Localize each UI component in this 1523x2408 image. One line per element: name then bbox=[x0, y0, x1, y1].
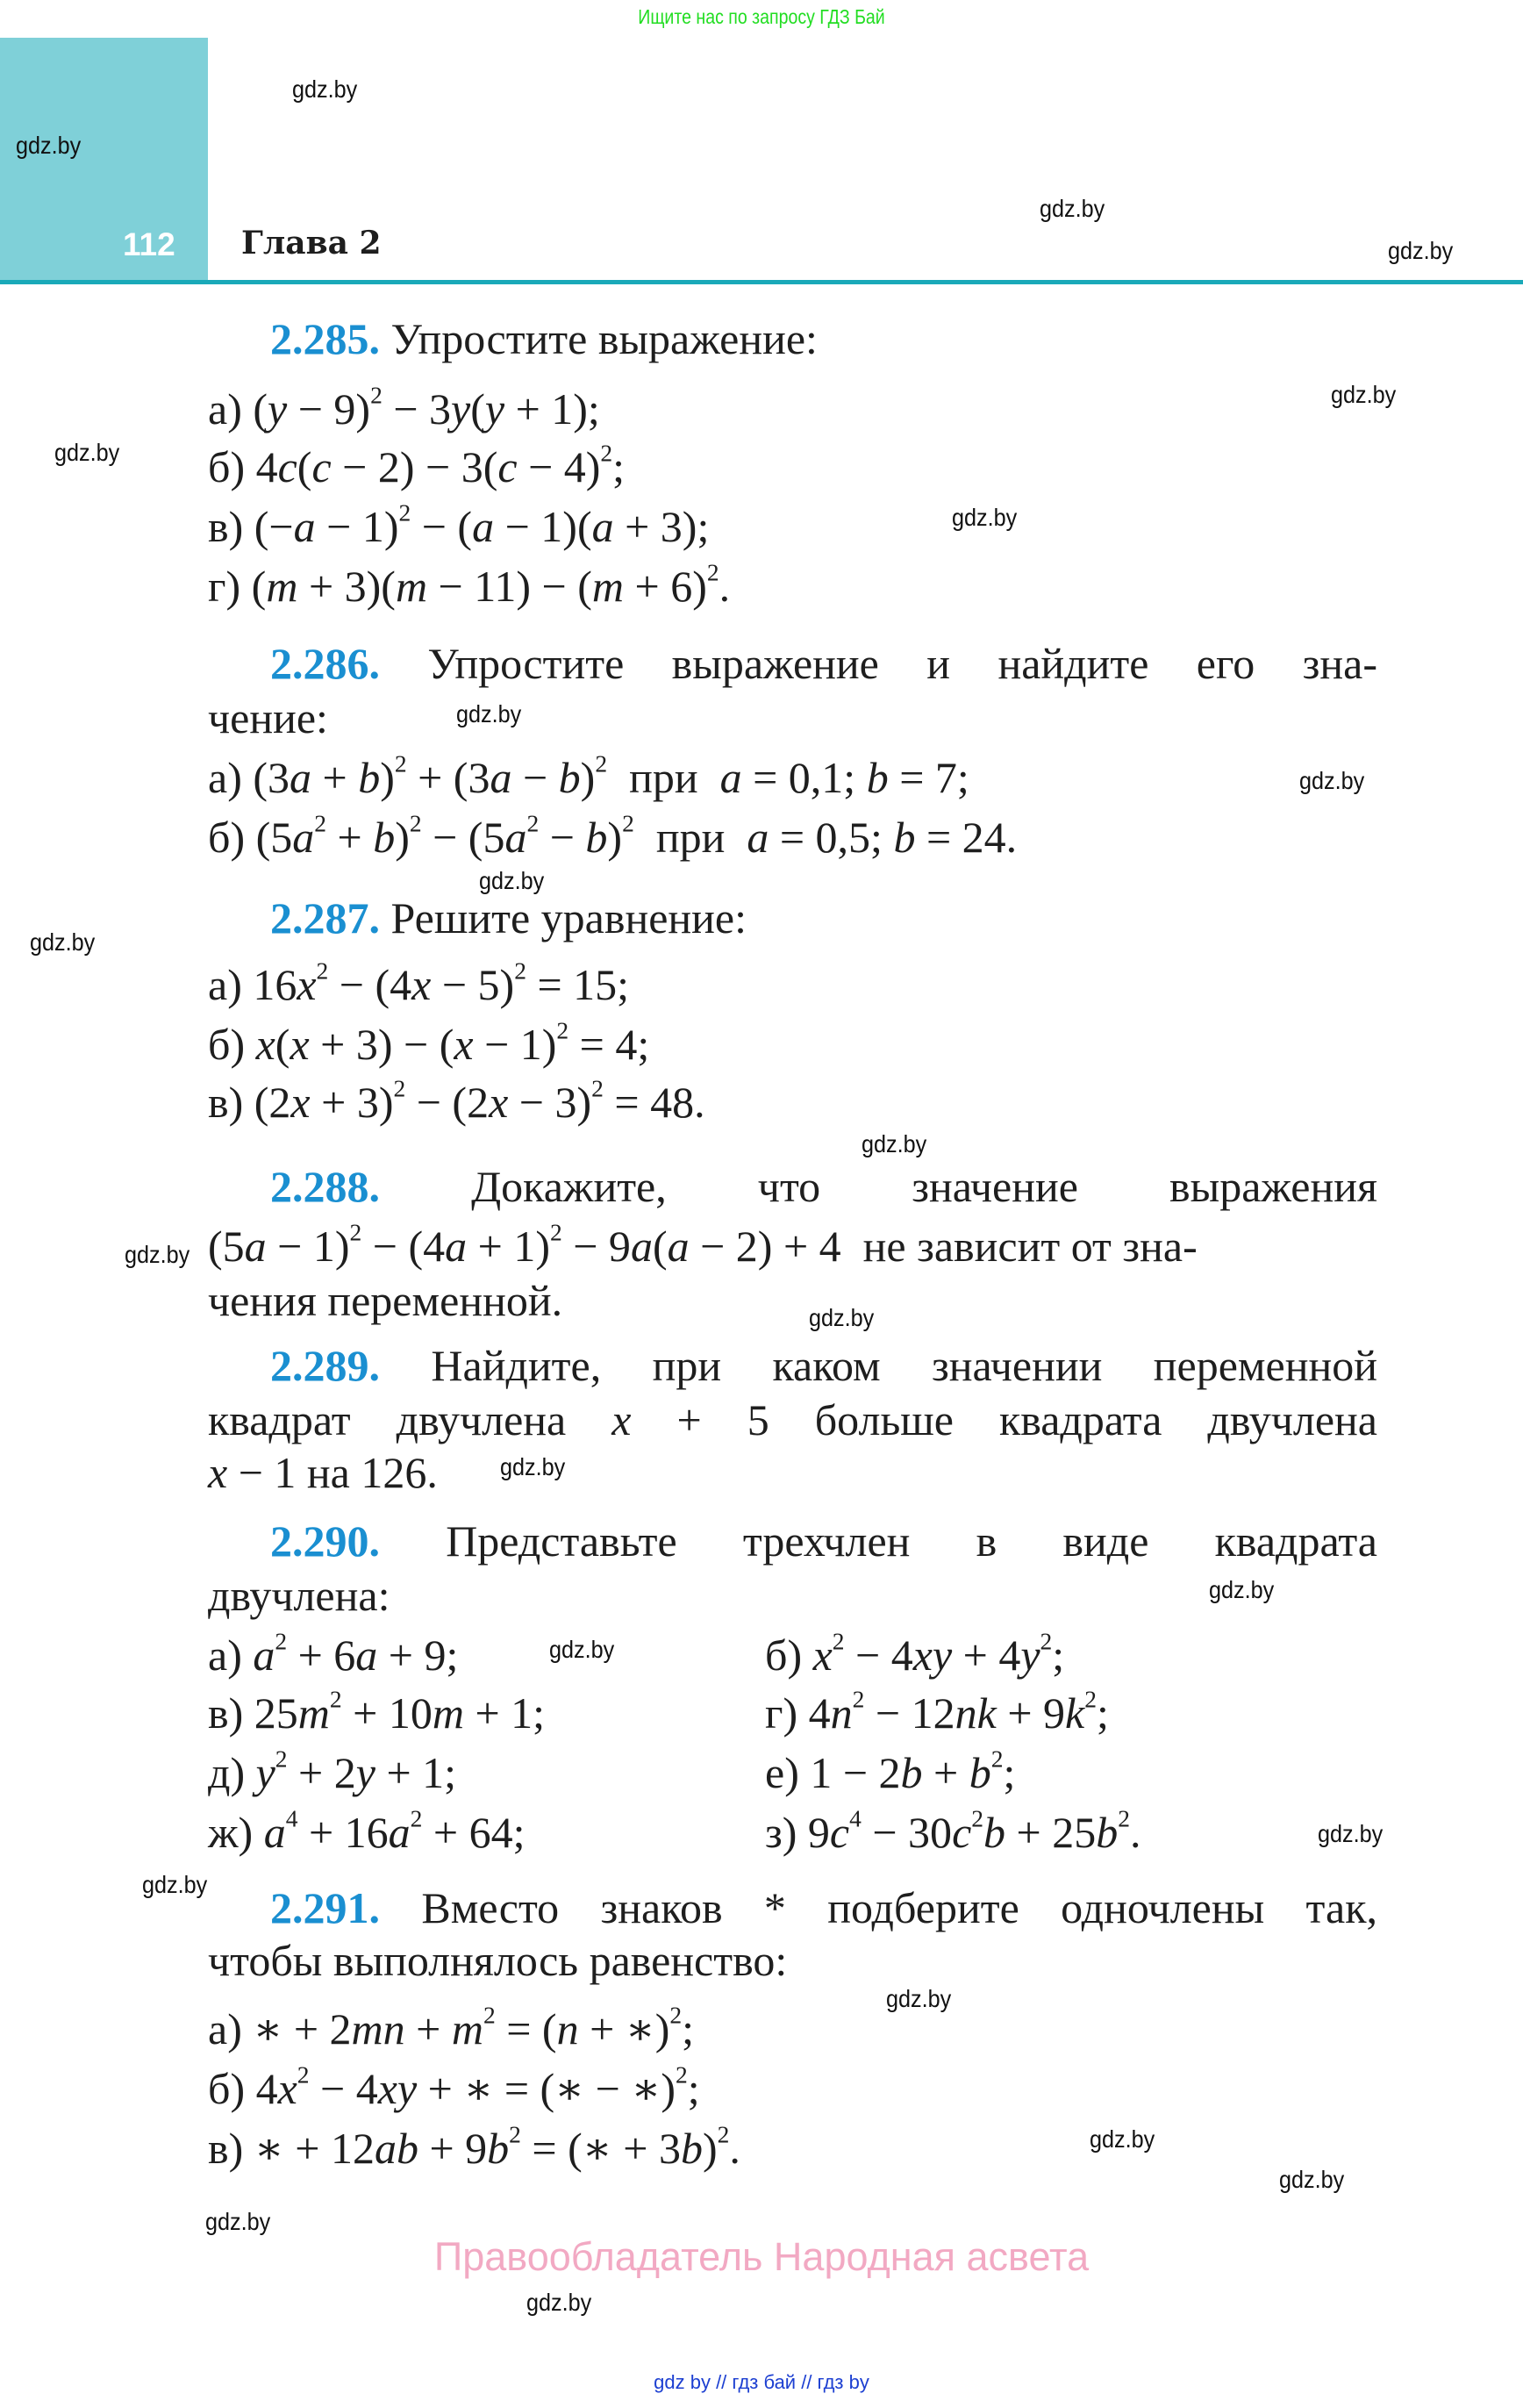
exercise-number: 2.291. bbox=[270, 1883, 380, 1932]
watermark: gdz.by bbox=[142, 1871, 208, 1898]
exercise-text: $(5a - 1)^2 - (4a + 1)^2 - 9a(a - 2) + 4$ не зависит от зна- bbox=[208, 1218, 1198, 1271]
exercise-2-287-title bbox=[270, 892, 747, 944]
item-label: б) bbox=[765, 1630, 803, 1680]
exercise-2-289-title bbox=[208, 1339, 1377, 1392]
exercise-2-291-title bbox=[208, 1881, 1377, 1934]
exercise-prompt: Решите уравнение: bbox=[390, 893, 747, 942]
exercise-item: а) $a^2 + 6a + 9$; bbox=[208, 1627, 459, 1680]
item-label: б) bbox=[208, 1020, 246, 1069]
item-label: б) bbox=[208, 813, 246, 862]
exercise-number: 2.288. bbox=[270, 1162, 380, 1211]
exercise-item: в) $(-a - 1)^2 - (a - 1)(a + 3)$; bbox=[208, 498, 710, 551]
exercise-item: а) $(y - 9)^2 - 3y(y + 1)$; bbox=[208, 381, 600, 434]
exercise-text: Найдите, при каком значении переменной bbox=[431, 1341, 1377, 1390]
watermark: gdz.by bbox=[952, 504, 1018, 531]
watermark: gdz.by bbox=[809, 1304, 875, 1331]
header-rule bbox=[0, 280, 1523, 284]
exercise-item: а) ∗ + $2mn + m^2 = (n$ + ∗)$^2$; bbox=[208, 2001, 695, 2053]
watermark: gdz.by bbox=[886, 1985, 952, 2012]
top-banner: Ищите нас по запросу ГДЗ Бай bbox=[638, 5, 885, 28]
watermark: gdz.by bbox=[30, 928, 96, 956]
item-label: а) bbox=[208, 753, 242, 802]
exercise-number: 2.285. bbox=[270, 314, 380, 363]
exercise-text: квадрат двучлена x + 5 больше квадрата двучлена bbox=[208, 1395, 1377, 1444]
exercise-item: б) $x(x + 3) - (x - 1)^2 = 4$; bbox=[208, 1016, 650, 1069]
exercise-text: Докажите, что значение выражения bbox=[471, 1162, 1377, 1211]
watermark: gdz.by bbox=[1279, 2166, 1345, 2193]
item-label: в) bbox=[208, 502, 244, 551]
watermark: gdz.by bbox=[54, 439, 120, 466]
page-number: 112 bbox=[123, 226, 175, 262]
item-label: а) bbox=[208, 2004, 242, 2053]
watermark: gdz.by bbox=[456, 700, 522, 727]
exercise-item: д) $y^2 + 2y + 1$; bbox=[208, 1745, 457, 1797]
exercise-item: в) $(2x + 3)^2 - (2x - 3)^2 = 48$. bbox=[208, 1074, 705, 1127]
copyright-notice: Правообладатель Народная асвета bbox=[433, 2234, 1090, 2279]
item-label: а) bbox=[208, 1630, 242, 1680]
exercise-number: 2.286. bbox=[270, 639, 380, 688]
exercise-item: б) $4c(c - 2) - 3(c - 4)^2$; bbox=[208, 439, 626, 491]
watermark: gdz.by bbox=[549, 1636, 615, 1663]
watermark: gdz.by bbox=[1318, 1820, 1384, 1847]
exercise-2-286-title bbox=[208, 637, 1377, 690]
exercise-text: чтобы выполнялось равенство: bbox=[208, 1936, 788, 1985]
item-label: ж) bbox=[208, 1808, 254, 1857]
watermark: gdz.by bbox=[16, 132, 82, 159]
exercise-item: б) $(5a^2 + b)^2 - (5a^2 - b)^2$ при a = 0,5; b = 24. bbox=[208, 809, 1018, 862]
exercise-number: 2.290. bbox=[270, 1516, 380, 1566]
item-label: в) bbox=[208, 2124, 244, 2173]
watermark: gdz.by bbox=[1209, 1576, 1275, 1603]
item-label: в) bbox=[208, 1078, 244, 1127]
exercise-item: ж) $a^4 + 16a^2 + 64$; bbox=[208, 1804, 526, 1857]
exercise-item: в) $25m^2 + 10m + 1$; bbox=[208, 1685, 546, 1738]
watermark: gdz.by bbox=[500, 1453, 566, 1480]
watermark: gdz.by bbox=[1090, 2125, 1155, 2153]
exercise-item: а) $(3a + b)^2 + (3a - b)^2$ при a = 0,1; b = 7; bbox=[208, 749, 969, 802]
exercise-text: x − 1 на 126. bbox=[208, 1448, 438, 1497]
exercise-text: Вместо знаков * подберите одночлены так, bbox=[421, 1883, 1377, 1932]
exercise-item: е) $1 - 2b + b^2$; bbox=[765, 1745, 1016, 1797]
exercise-item: б) $4x^2 - 4xy$ + ∗ = (∗ − ∗)$^2$; bbox=[208, 2060, 700, 2113]
exercise-prompt: Упростите выражение и найдите его зна- bbox=[427, 639, 1378, 688]
exercise-number: 2.289. bbox=[270, 1341, 380, 1390]
exercise-2-290-title bbox=[208, 1515, 1377, 1567]
footer-links[interactable]: gdz by // гдз бай // гдз by bbox=[654, 2371, 869, 2393]
exercise-prompt-cont: чение: bbox=[208, 693, 328, 742]
watermark: gdz.by bbox=[1040, 195, 1105, 222]
item-label: б) bbox=[208, 442, 246, 491]
exercise-item: з) $9c^4 - 30c^2b + 25b^2$. bbox=[765, 1804, 1141, 1857]
exercise-text-tail: не зависит от зна- bbox=[862, 1222, 1198, 1271]
exercise-number: 2.287. bbox=[270, 893, 380, 942]
watermark: gdz.by bbox=[1331, 381, 1397, 408]
watermark: gdz.by bbox=[862, 1130, 927, 1157]
exercise-item: в) ∗ + $12ab + 9b^2$ = (∗ + 3b)$^2$. bbox=[208, 2120, 740, 2173]
item-label: г) bbox=[208, 562, 241, 611]
exercise-item: г) $4n^2 - 12nk + 9k^2$; bbox=[765, 1685, 1109, 1738]
item-label: в) bbox=[208, 1688, 244, 1738]
watermark: gdz.by bbox=[1388, 237, 1454, 264]
exercise-item: а) $16x^2 - (4x - 5)^2 = 15$; bbox=[208, 957, 630, 1009]
chapter-title: Глава 2 bbox=[241, 225, 382, 262]
item-label: г) bbox=[765, 1688, 798, 1738]
exercise-prompt: Упростите выражение: bbox=[390, 314, 818, 363]
watermark: gdz.by bbox=[1299, 767, 1365, 794]
watermark: gdz.by bbox=[526, 2289, 592, 2316]
page-side-tab bbox=[0, 38, 208, 282]
item-label: б) bbox=[208, 2064, 246, 2113]
exercise-2-288-title bbox=[208, 1160, 1377, 1213]
item-label: а) bbox=[208, 384, 242, 434]
watermark: gdz.by bbox=[479, 867, 545, 894]
watermark: gdz.by bbox=[125, 1241, 190, 1268]
watermark: gdz.by bbox=[292, 75, 358, 103]
item-label: е) bbox=[765, 1748, 799, 1797]
watermark: gdz.by bbox=[205, 2208, 271, 2235]
exercise-text: Представьте трехчлен в виде квадрата bbox=[446, 1516, 1377, 1566]
exercise-text: чения переменной. bbox=[208, 1276, 563, 1325]
item-label: а) bbox=[208, 960, 242, 1009]
item-label: д) bbox=[208, 1748, 246, 1797]
exercise-text: двучлена: bbox=[208, 1571, 390, 1620]
exercise-2-285-title bbox=[270, 312, 818, 365]
item-label: з) bbox=[765, 1808, 797, 1857]
exercise-item: г) $(m + 3)(m - 11) - (m + 6)^2$. bbox=[208, 558, 731, 611]
exercise-item: б) $x^2 - 4xy + 4y^2$; bbox=[765, 1627, 1065, 1680]
